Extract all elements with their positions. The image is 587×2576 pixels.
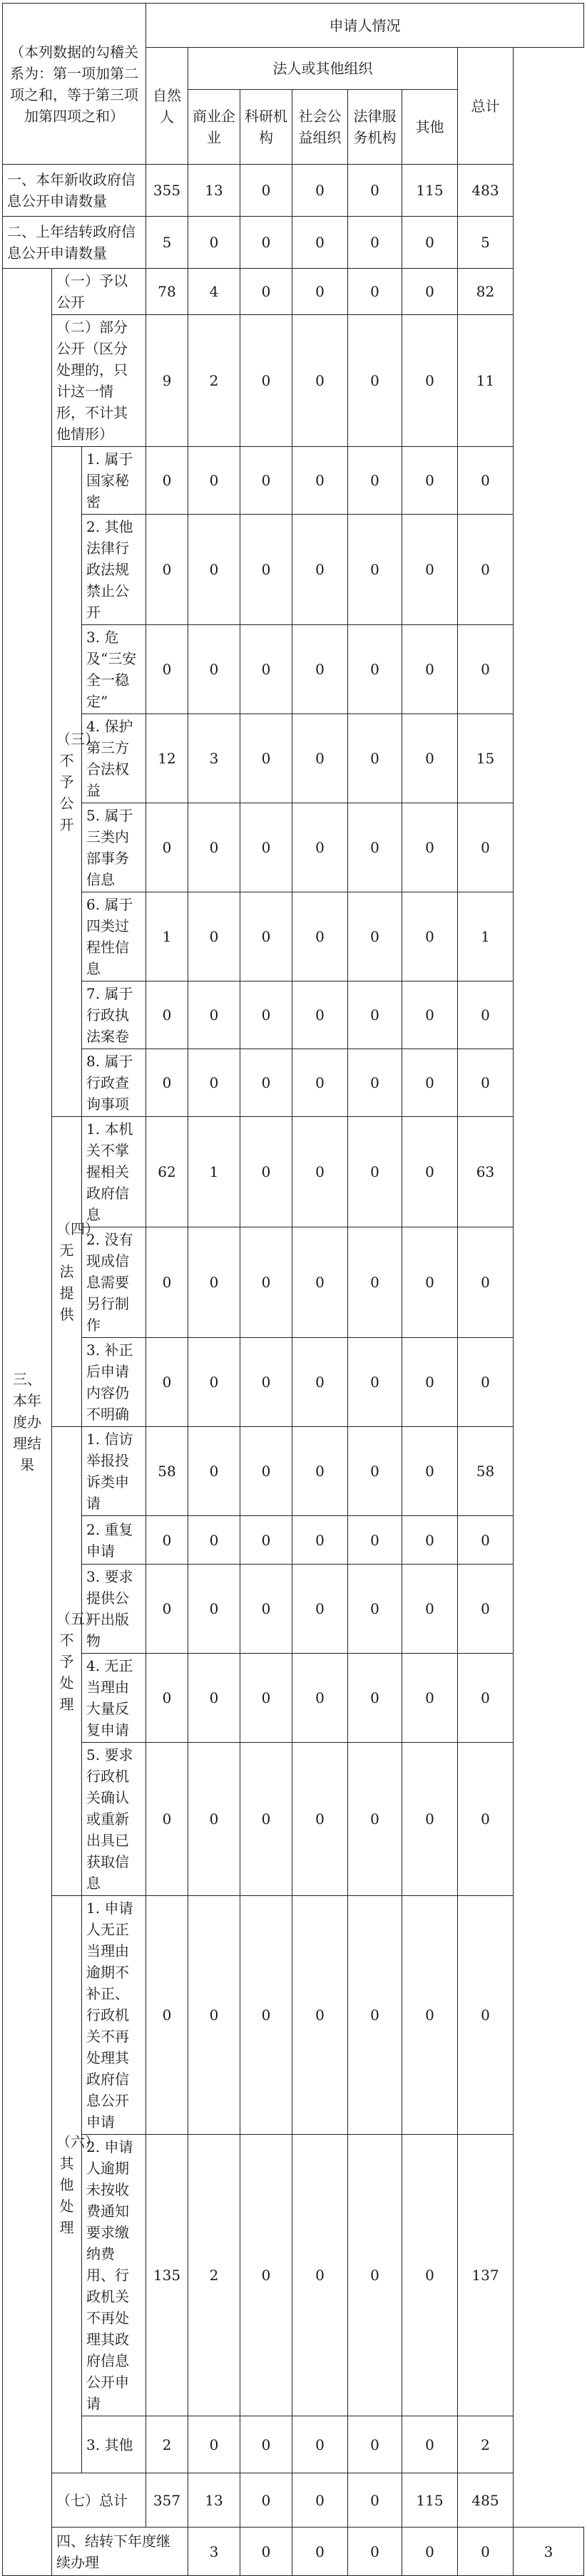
commercial-header: 商业企业 (188, 90, 240, 165)
cell: 0 (240, 1896, 292, 2135)
cell: 11 (458, 315, 514, 447)
cell: 0 (146, 447, 188, 515)
cell: 0 (240, 625, 292, 714)
cell: 0 (146, 515, 188, 625)
cell: 0 (292, 1565, 348, 1654)
noprocess-group-label: （五）不予处理 (52, 1427, 82, 1896)
cell: 0 (146, 1565, 188, 1654)
cell: 0 (402, 714, 458, 803)
cell: 0 (240, 1338, 292, 1427)
cell: 0 (458, 625, 514, 714)
cell: 115 (402, 2473, 458, 2528)
cell: 78 (146, 269, 188, 315)
row-label: 3. 补正后申请内容仍不明确 (82, 1338, 146, 1427)
cell: 0 (402, 1117, 458, 1227)
cell: 0 (402, 2416, 458, 2473)
unable-group-label: （四）无法提供 (52, 1117, 82, 1427)
row-label: 2. 申请人逾期未按收费通知要求缴纳费用、行政机关不再处理其政府信息公开申请 (82, 2135, 146, 2416)
cell: 13 (188, 2473, 240, 2528)
row-label: （七）总计 (52, 2473, 146, 2528)
table-row (3, 2135, 584, 2416)
cell: 0 (292, 892, 348, 982)
table-row (3, 447, 584, 515)
cell: 0 (348, 217, 402, 269)
cell: 0 (240, 165, 292, 217)
cell: 4 (188, 269, 240, 315)
cell: 0 (348, 1338, 402, 1427)
cell: 135 (146, 2135, 188, 2416)
other-header: 其他 (402, 90, 458, 165)
cell: 0 (146, 1743, 188, 1896)
row-label: 二、上年结转政府信息公开申请数量 (3, 217, 146, 269)
cell: 0 (402, 1565, 458, 1654)
cell: 9 (146, 315, 188, 447)
cell: 0 (188, 447, 240, 515)
cell: 5 (458, 217, 514, 269)
table-row (3, 1227, 584, 1338)
cell: 0 (348, 2528, 402, 2576)
cell: 0 (458, 1896, 514, 2135)
cell: 0 (240, 2473, 292, 2528)
cell: 0 (348, 515, 402, 625)
cell: 0 (240, 447, 292, 515)
cell: 0 (402, 217, 458, 269)
cell: 2 (458, 2416, 514, 2473)
row-label: 2. 重复申请 (82, 1516, 146, 1565)
cell: 0 (402, 1338, 458, 1427)
cell: 0 (458, 1049, 514, 1117)
legal-persons-header: 法人或其他组织 (188, 48, 458, 90)
cell: 0 (188, 1654, 240, 1743)
applicant-situation-header: 申请人情况 (146, 4, 584, 48)
cell: 0 (240, 892, 292, 982)
cell: 0 (292, 1427, 348, 1516)
cell: 0 (188, 1896, 240, 2135)
cell: 0 (188, 1338, 240, 1427)
table-row (3, 2473, 584, 2528)
cell: 0 (292, 714, 348, 803)
cell: 0 (292, 625, 348, 714)
table-row (3, 982, 584, 1049)
cell: 0 (402, 1896, 458, 2135)
cell: 0 (240, 515, 292, 625)
cell: 0 (240, 1117, 292, 1227)
row-label: 1. 本机关不掌握相关政府信息 (82, 1117, 146, 1227)
cell: 0 (292, 165, 348, 217)
note-cell: （本列数据的勾稽关系为：第一项加第二项之和，等于第三项加第四项之和） (3, 4, 146, 165)
row-label: 3. 危及“三安全一稳定” (82, 625, 146, 714)
cell: 0 (240, 217, 292, 269)
cell: 2 (188, 315, 240, 447)
cell: 0 (188, 982, 240, 1049)
cell: 0 (348, 1227, 402, 1338)
cell: 0 (292, 2473, 348, 2528)
otherproc-group-label: （六）其他处理 (52, 1896, 82, 2473)
cell: 0 (402, 515, 458, 625)
row-label: 1. 属于国家秘密 (82, 447, 146, 515)
cell: 0 (188, 2416, 240, 2473)
cell: 0 (146, 803, 188, 892)
cell: 0 (402, 1049, 458, 1117)
cell: 0 (348, 803, 402, 892)
cell: 0 (146, 1338, 188, 1427)
cell: 0 (292, 1516, 348, 1565)
cell: 0 (240, 1227, 292, 1338)
cell: 13 (188, 165, 240, 217)
cell: 2 (188, 2135, 240, 2416)
cell: 0 (348, 1565, 402, 1654)
cell: 0 (292, 1227, 348, 1338)
cell: 0 (458, 982, 514, 1049)
cell: 0 (348, 714, 402, 803)
cell: 0 (146, 1516, 188, 1565)
cell: 0 (458, 1565, 514, 1654)
table-row (3, 515, 584, 625)
table-row (3, 165, 584, 217)
row-label: 3. 要求提供公开出版物 (82, 1565, 146, 1654)
cell: 137 (458, 2135, 514, 2416)
cell: 0 (292, 1743, 348, 1896)
cell: 0 (292, 447, 348, 515)
total-header: 总计 (458, 48, 514, 165)
cell: 0 (458, 803, 514, 892)
cell: 0 (402, 803, 458, 892)
cell: 3 (514, 2528, 584, 2576)
table-row (3, 1117, 584, 1227)
cell: 0 (188, 1049, 240, 1117)
cell: 0 (402, 1427, 458, 1516)
row-label: 一、本年新收政府信息公开申请数量 (3, 165, 146, 217)
cell: 0 (240, 1654, 292, 1743)
cell: 0 (402, 982, 458, 1049)
cell: 0 (348, 1117, 402, 1227)
row-label: 2. 其他法律行政法规禁止公开 (82, 515, 146, 625)
row-label: 1. 信访举报投诉类申请 (82, 1427, 146, 1516)
cell: 0 (188, 515, 240, 625)
cell: 15 (458, 714, 514, 803)
cell: 0 (240, 982, 292, 1049)
cell: 3 (188, 2528, 240, 2576)
cell: 0 (240, 2416, 292, 2473)
cell: 0 (292, 315, 348, 447)
row-label: 1. 申请人无正当理由逾期不补正、行政机关不再处理其政府信息公开申请 (82, 1896, 146, 2135)
cell: 0 (240, 269, 292, 315)
cell: 0 (188, 1743, 240, 1896)
cell: 0 (188, 625, 240, 714)
row-label: （一）予以公开 (52, 269, 146, 315)
cell: 0 (188, 1427, 240, 1516)
cell: 0 (348, 1654, 402, 1743)
cell: 0 (402, 1743, 458, 1896)
cell: 0 (146, 1227, 188, 1338)
cell: 0 (188, 1227, 240, 1338)
cell: 0 (292, 2416, 348, 2473)
cell: 0 (348, 447, 402, 515)
table-row (3, 217, 584, 269)
cell: 0 (458, 1654, 514, 1743)
cell: 0 (402, 315, 458, 447)
cell: 0 (348, 1743, 402, 1896)
cell: 0 (348, 625, 402, 714)
cell: 0 (348, 165, 402, 217)
cell: 0 (146, 1049, 188, 1117)
cell: 0 (292, 269, 348, 315)
gov-info-disclosure-table (2, 3, 584, 2576)
cell: 63 (458, 1117, 514, 1227)
cell: 0 (458, 1338, 514, 1427)
table-row (3, 1896, 584, 2135)
cell: 0 (188, 1516, 240, 1565)
cell: 2 (146, 2416, 188, 2473)
section-3-label: 三、本年度办理结果 (3, 269, 52, 2576)
row-label: 4. 保护第三方合法权益 (82, 714, 146, 803)
cell: 5 (146, 217, 188, 269)
row-label: 7. 属于行政执法案卷 (82, 982, 146, 1049)
cell: 357 (146, 2473, 188, 2528)
legal-service-header: 法律服务机构 (348, 90, 402, 165)
cell: 0 (348, 1896, 402, 2135)
cell: 0 (348, 1427, 402, 1516)
cell: 0 (402, 2528, 458, 2576)
table-row (3, 1654, 584, 1743)
cell: 0 (240, 714, 292, 803)
table-row (3, 892, 584, 982)
cell: 0 (188, 803, 240, 892)
cell: 0 (292, 2528, 348, 2576)
table-row (3, 2416, 584, 2473)
refuse-group-label: （三）不予公开 (52, 447, 82, 1117)
cell: 0 (348, 892, 402, 982)
cell: 0 (240, 2528, 292, 2576)
cell: 0 (348, 1049, 402, 1117)
row-label: 6. 属于四类过程性信息 (82, 892, 146, 982)
cell: 12 (146, 714, 188, 803)
cell: 0 (240, 1427, 292, 1516)
cell: 0 (240, 803, 292, 892)
cell: 0 (292, 1338, 348, 1427)
cell: 0 (240, 1743, 292, 1896)
cell: 1 (458, 892, 514, 982)
cell: 0 (458, 447, 514, 515)
cell: 0 (146, 982, 188, 1049)
table-row (3, 714, 584, 803)
cell: 0 (402, 1654, 458, 1743)
table-row (3, 1427, 584, 1516)
cell: 0 (402, 1227, 458, 1338)
row-label: 5. 要求行政机关确认或重新出具已获取信息 (82, 1743, 146, 1896)
cell: 0 (292, 217, 348, 269)
table-row (3, 269, 584, 315)
research-header: 科研机构 (240, 90, 292, 165)
cell: 0 (348, 2135, 402, 2416)
row-label: 四、结转下年度继续办理 (52, 2528, 188, 2576)
cell: 0 (348, 269, 402, 315)
row-label: 2. 没有现成信息需要另行制作 (82, 1227, 146, 1338)
cell: 0 (240, 2135, 292, 2416)
cell: 0 (458, 1227, 514, 1338)
table-row (3, 1743, 584, 1896)
cell: 0 (292, 982, 348, 1049)
cell: 0 (292, 1896, 348, 2135)
cell: 0 (240, 1516, 292, 1565)
cell: 0 (348, 315, 402, 447)
cell: 0 (146, 625, 188, 714)
cell: 0 (292, 515, 348, 625)
row-label: 4. 无正当理由大量反复申请 (82, 1654, 146, 1743)
cell: 3 (188, 714, 240, 803)
row-label: （二）部分公开（区分处理的，只计这一情形，不计其他情形） (52, 315, 146, 447)
cell: 0 (402, 1516, 458, 1565)
cell: 0 (240, 1565, 292, 1654)
cell: 485 (458, 2473, 514, 2528)
table-row (3, 1516, 584, 1565)
cell: 0 (458, 1743, 514, 1896)
cell: 0 (402, 892, 458, 982)
cell: 0 (188, 1565, 240, 1654)
cell: 0 (292, 1654, 348, 1743)
table-row (3, 625, 584, 714)
cell: 0 (348, 2416, 402, 2473)
cell: 0 (188, 217, 240, 269)
row-label: 3. 其他 (82, 2416, 146, 2473)
cell: 0 (146, 1654, 188, 1743)
cell: 0 (402, 2135, 458, 2416)
cell: 115 (402, 165, 458, 217)
cell: 0 (402, 269, 458, 315)
cell: 0 (292, 1049, 348, 1117)
cell: 0 (146, 1896, 188, 2135)
table-row (3, 315, 584, 447)
cell: 0 (348, 982, 402, 1049)
cell: 0 (458, 2528, 514, 2576)
table-row (3, 1565, 584, 1654)
cell: 0 (458, 1516, 514, 1565)
cell: 58 (146, 1427, 188, 1516)
cell: 1 (188, 1117, 240, 1227)
table-row (3, 1049, 584, 1117)
cell: 1 (146, 892, 188, 982)
cell: 483 (458, 165, 514, 217)
natural-person-header: 自然人 (146, 48, 188, 165)
cell: 0 (240, 1049, 292, 1117)
cell: 0 (458, 515, 514, 625)
cell: 0 (348, 2473, 402, 2528)
cell: 0 (292, 2135, 348, 2416)
table-row (3, 1338, 584, 1427)
cell: 0 (292, 803, 348, 892)
table-row (3, 803, 584, 892)
row-label: 5. 属于三类内部事务信息 (82, 803, 146, 892)
cell: 0 (348, 1516, 402, 1565)
cell: 0 (402, 447, 458, 515)
cell: 0 (188, 892, 240, 982)
table-row (3, 2528, 584, 2576)
cell: 0 (292, 1117, 348, 1227)
cell: 62 (146, 1117, 188, 1227)
cell: 355 (146, 165, 188, 217)
row-label: 8. 属于行政查询事项 (82, 1049, 146, 1117)
cell: 82 (458, 269, 514, 315)
cell: 0 (402, 625, 458, 714)
public-welfare-header: 社会公益组织 (292, 90, 348, 165)
cell: 58 (458, 1427, 514, 1516)
cell: 0 (240, 315, 292, 447)
